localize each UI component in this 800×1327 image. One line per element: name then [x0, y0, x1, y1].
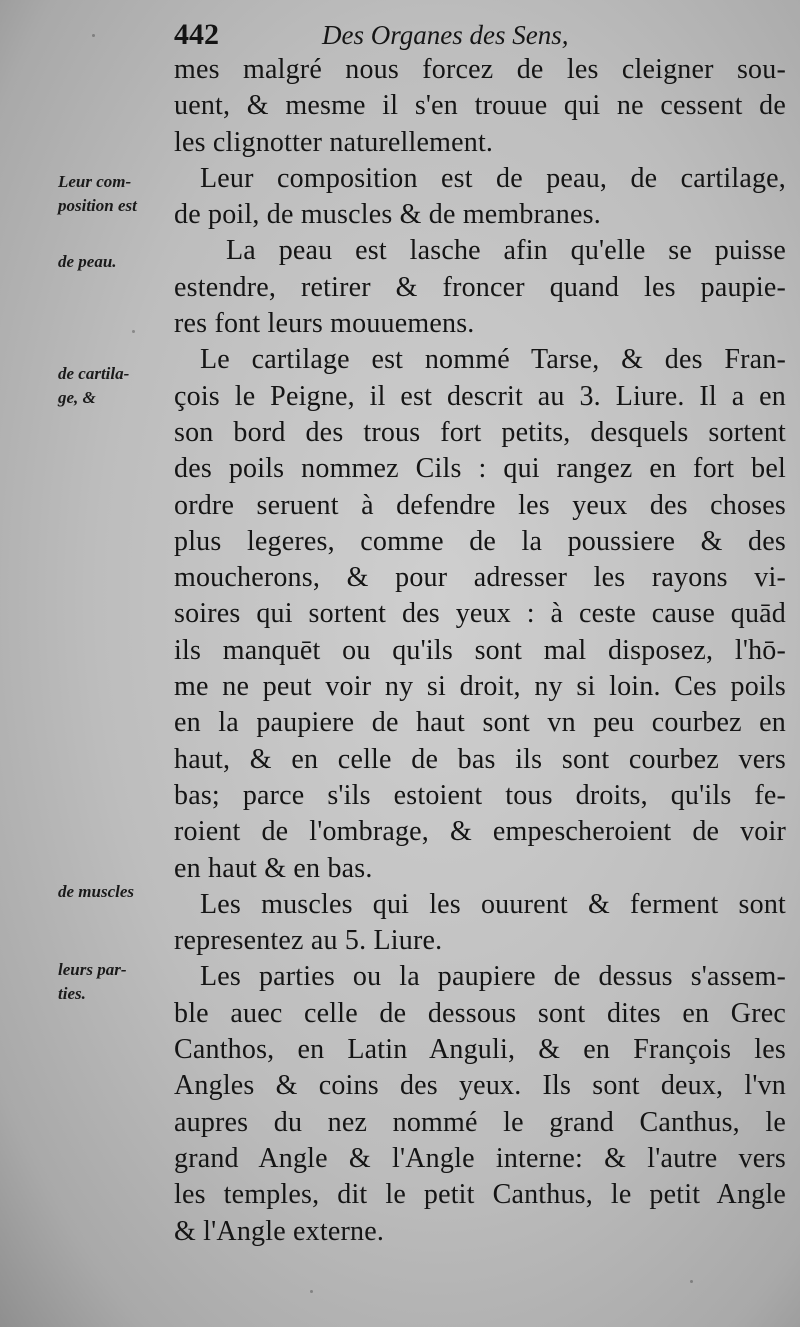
text-line: plus legeres, comme de la poussiere & des — [174, 525, 786, 557]
paper-speck — [310, 1290, 313, 1293]
margin-note-line: de peau. — [58, 252, 117, 271]
running-title: Des Organes des Sens, — [322, 20, 569, 50]
text-line: res font leurs mouuemens. — [174, 308, 475, 340]
text-line: Les muscles qui les ouurent & ferment sont — [200, 888, 786, 920]
paper-speck — [132, 330, 135, 333]
text-line: Canthos, en Latin Anguli, & en François les — [174, 1034, 786, 1066]
text-line: grand Angle & l'Angle interne: & l'autre vers — [174, 1142, 786, 1174]
text-line: representez au 5. Liure. — [174, 925, 443, 957]
margin-note-cartilage — [58, 362, 129, 410]
text-line: & l'Angle externe. — [174, 1215, 385, 1247]
text-line: Leur composition est de peau, de cartilage, — [200, 162, 786, 194]
text-line: les temples, dit le petit Canthus, le petit Angle — [174, 1179, 786, 1211]
margin-note-muscles — [58, 880, 134, 904]
text-line: Angles & coins des yeux. Ils sont deux, l'vn — [174, 1070, 786, 1102]
text-line: en haut & en bas. — [174, 852, 373, 884]
text-line: mes malgré nous forcez de les cleigner sou- — [174, 54, 786, 85]
text-line: ble auec celle de dessous sont dites en Grec — [174, 997, 786, 1029]
margin-note-line: leurs par- — [58, 960, 127, 979]
text-line: me ne peut voir ny si droit, ny si loin. Ces poils — [174, 671, 786, 703]
text-line: bas; parce s'ils estoient tous droits, qu'ils fe- — [174, 779, 786, 811]
margin-note-line: ge, & — [58, 388, 96, 407]
text-line: La peau est lasche afin qu'elle se puisse — [226, 235, 786, 267]
margin-note-line: Leur com- — [58, 172, 132, 191]
margin-note-line: ties. — [58, 984, 86, 1003]
margin-note-parties — [58, 958, 126, 1006]
text-line: soires qui sortent des yeux : à ceste cause quād — [174, 598, 786, 630]
text-line: des poils nommez Cils : qui rangez en fort bel — [174, 453, 786, 485]
paper-speck — [92, 34, 95, 37]
text-line: Les parties ou la paupiere de dessus s'assem- — [200, 961, 786, 993]
text-line: ordre seruent à defendre les yeux des choses — [174, 489, 786, 521]
paper-speck — [690, 1280, 693, 1283]
margin-note-line: position est — [58, 196, 137, 215]
text-line: aupres du nez nommé le grand Canthus, le — [174, 1106, 786, 1138]
text-line: les clignotter naturellement. — [174, 126, 494, 158]
text-line: estendre, retirer & froncer quand les paupie- — [174, 271, 786, 303]
body-text — [174, 52, 786, 1250]
text-line: moucherons, & pour adresser les rayons vi- — [174, 562, 786, 594]
text-line: en la paupiere de haut sont vn peu courbez en — [174, 707, 786, 739]
margin-note-composition — [58, 170, 137, 218]
margin-note-line: de cartila- — [58, 364, 130, 383]
text-line: haut, & en celle de bas ils sont courbez vers — [174, 743, 786, 775]
text-line: Le cartilage est nommé Tarse, & des Fran- — [200, 344, 786, 376]
text-line: de poil, de muscles & de membranes. — [174, 199, 601, 231]
text-line: çois le Peigne, il est descrit au 3. Liure. Il a en — [174, 380, 786, 412]
text-line: uent, & mesme il s'en trouue qui ne cessent de — [174, 90, 786, 122]
text-line: roient de l'ombrage, & empescheroient de voir — [174, 816, 786, 848]
text-line: son bord des trous fort petits, desquels sortent — [174, 416, 786, 448]
page-number: 442 — [174, 18, 219, 51]
margin-note-line: de muscles — [58, 882, 135, 901]
margin-note-peau — [58, 250, 117, 274]
text-line: ils manquēt ou qu'ils sont mal disposez, l'hō- — [174, 634, 786, 666]
